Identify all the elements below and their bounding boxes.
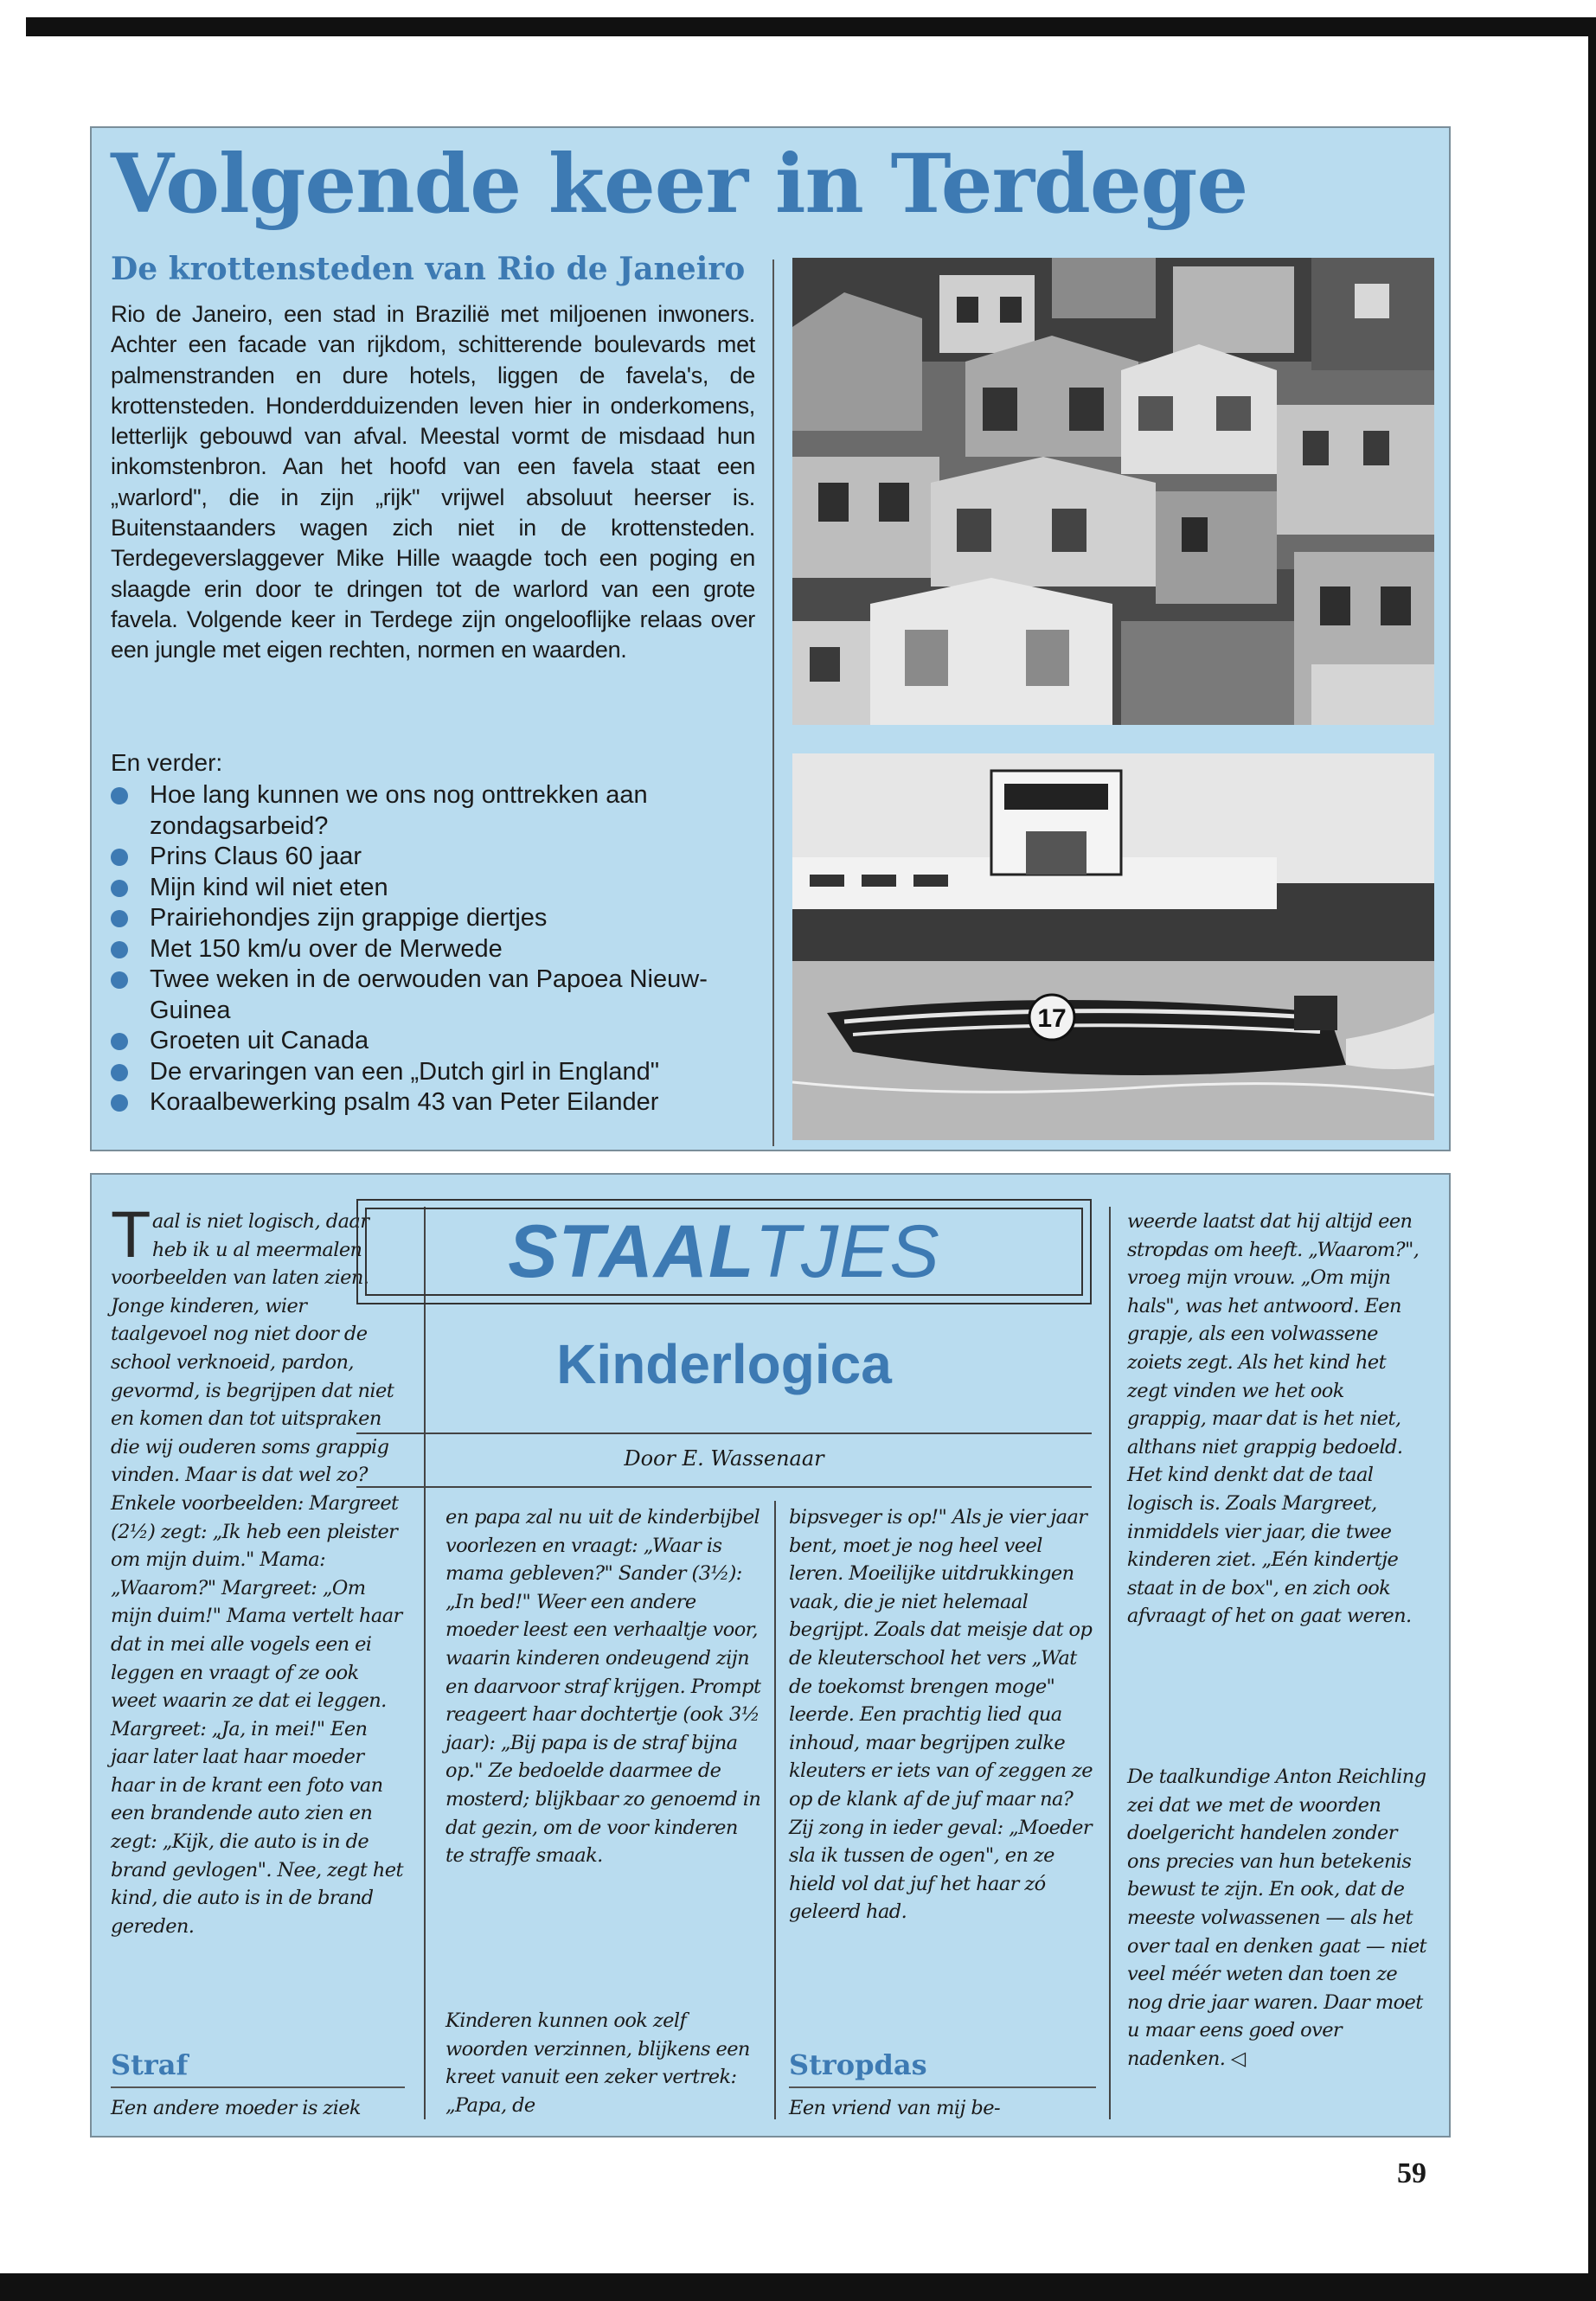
column-divider (1109, 1207, 1111, 2119)
list-item: Prairiehondjes zijn grappige diertjes (111, 903, 760, 934)
column-rule (789, 2086, 1096, 2088)
bullet-icon (111, 971, 128, 989)
subhead-stropdas: Stropdas (789, 2048, 927, 2081)
bullet-icon (111, 787, 128, 804)
bullet-icon (111, 880, 128, 897)
column-two-body-continued: Kinderen kunnen ook zelf woorden verzinnen, blijkens een kreet vanuit een zeker vertrek: „Papa, de (445, 2009, 750, 2117)
list-item: Prins Claus 60 jaar (111, 842, 760, 873)
column-title: STAALTJES (508, 1209, 940, 1293)
article-title: Kinderlogica (556, 1333, 892, 1395)
list-item: Mijn kind wil niet eten (111, 873, 760, 904)
column-rule (111, 2086, 405, 2088)
boat-number: 17 (1037, 1004, 1067, 1033)
column-divider (774, 1501, 776, 2119)
bullet-icon (111, 1033, 128, 1050)
favela-photo (792, 258, 1434, 725)
story-title: De krottensteden van Rio de Janeiro (111, 251, 746, 287)
next-issue-box (90, 126, 1451, 1151)
dropcap: T (111, 1198, 151, 1272)
bullet-icon (111, 910, 128, 927)
more-list (111, 780, 760, 1118)
list-item: Hoe lang kunnen we ons nog onttrekken aan zondagsarbeid? (111, 780, 760, 842)
column-two-body: en papa zal nu uit de kinderbijbel voorlezen en vraagt: „Waar is mama gebleven?" Sander (3½): „In bed!" Weer een andere moeder leest een verhaaltje voor, waarin kinderen ondeugend zijn en daarvoor straf krijgen. Prompt reageert haar dochtertje (ook 3½ jaar): „Bij papa is de straf bijna op." Ze bedoelde daarmee de mosterd; blijkbaar zo genoemd in dat gezin, om de voor kinderen te straffe smaak. (445, 1506, 761, 1868)
bullet-icon (111, 1094, 128, 1112)
list-item: Met 150 km/u over de Merwede (111, 934, 760, 965)
more-label: En verder: (111, 749, 223, 776)
byline: Door E. Wassenaar (624, 1446, 824, 1471)
scan-edge-top (26, 17, 1592, 36)
powerboat-photo (792, 753, 1434, 1140)
list-item: De ervaringen van een „Dutch girl in England" (111, 1057, 760, 1088)
column-divider (772, 260, 774, 1146)
powerboat-photo-drawing (792, 753, 1434, 1140)
headline: Volgende keer in Terdege (111, 137, 1248, 232)
staaltjes-title-frame (356, 1199, 1092, 1304)
column-one-end: Een andere moeder is ziek (111, 2097, 361, 2119)
column-four-body-continued: De taalkundige Anton Reichling zei dat we met de woorden doelgericht handelen zonder ons precies van hun betekenis bewust te zijn. En ook, dat de meeste volwassenen — als het over taal en denken gaat — niet veel méér weten dan toen ze nog drie jaar waren. Daar moet u maar eens goed over nadenken. ◁ (1127, 1766, 1426, 2070)
page-number: 59 (1397, 2157, 1426, 2189)
column-three-end: Een vriend van mij be- (789, 2097, 1000, 2119)
subhead-straf: Straf (111, 2048, 189, 2081)
list-item: Twee weken in de oerwouden van Papoea Nieuw-Guinea (111, 965, 760, 1026)
scan-edge-right (1588, 17, 1596, 2275)
scan-edge-bottom (0, 2273, 1596, 2301)
column-one-body: Taal is niet logisch, daar heb ik u al meermalen voorbeelden van laten zien. Jonge kinderen, wier taalgevoel nog niet door de school verknoeid, pardon, gevormd, is begrijpen dat niet en komen dan tot uitspraken die wij ouderen soms grappig vinden. Maar is dat wel zo? Enkele voorbeelden: Margreet (2½) zegt: „Ik heb een pleister om mijn duim." Mama: „Waarom?" Margreet: „Om mijn duim!" Mama vertelt haar dat in mei alle vogels een ei leggen en vraagt of ze ook weet waarin ze dat ei leggen. Margreet: „Ja, in mei!" Een jaar later laat haar moeder haar in de krant een foto van een brandende auto zien en zegt: „Kijk, die auto is in de brand gevlogen". Nee, zegt het kind, die auto is in de brand gereden. (111, 1198, 403, 1938)
bullet-icon (111, 941, 128, 958)
list-item: Koraalbewerking psalm 43 van Peter Eilander (111, 1087, 760, 1118)
story-body: Rio de Janeiro, een stad in Brazilië met miljoenen inwoners. Achter een facade van rijkdom, schitterende boulevards met palmenstranden en dure hotels, liggen de favela's, de krottensteden. Honderdduizenden leven hier in onderkomens, letterlijk gebouwd van afval. Meestal vormt de misdaad hun inkomstenbron. Aan het hoofd van een favela staat een „warlord", die in zijn „rijk" vrijwel absoluut heerser is. Buitenstaanders wagen zich niet in de krottensteden. Terdegeverslaggever Mike Hille waagde toch een poging en slaagde erin door te dringen tot de warlord van een grote favela. Volgende keer in Terdege zijn ongelooflijke relaas over een jungle met eigen rechten, normen en waarden. (111, 301, 755, 663)
bullet-icon (111, 849, 128, 866)
list-item: Groeten uit Canada (111, 1026, 760, 1057)
column-four-body: weerde laatst dat hij altijd een stropdas om heeft. „Waarom?", vroeg mijn vrouw. „Om mijn hals", was het antwoord. Een grapje, als een volwassene zoiets zegt. Als het kind het zegt vinden we het ook grappig, maar dat is het niet, althans niet grappig bedoeld. Het kind denkt dat de taal logisch is. Zoals Margreet, inmiddels vier jaar, die twee kinderen ziet. „Eén kindertje staat in de box", en zich ook afvraagt of het on gaat weren. (1127, 1210, 1420, 1628)
bullet-icon (111, 1064, 128, 1081)
title-rule (356, 1433, 1092, 1434)
byline-rule (356, 1486, 1092, 1488)
column-three-body: bipsveger is op!" Als je vier jaar bent, moet je nog heel veel leren. Moeilijke uitdrukkingen vaak, die je niet helemaal begrijpt. Zoals dat meisje dat op de kleuterschool het vers „Wat de toekomst brengen moge" leerde. Een prachtig lied qua inhoud, maar begrijpen zulke kleuters er iets van of zeggen ze op de klank af de juf maar na? Zij zong in ieder geval: „Moeder sla ik tussen de ogen", en ze hield vol dat juf het haar zó geleerd had. (789, 1506, 1093, 1924)
favela-photo-drawing (792, 258, 1434, 725)
